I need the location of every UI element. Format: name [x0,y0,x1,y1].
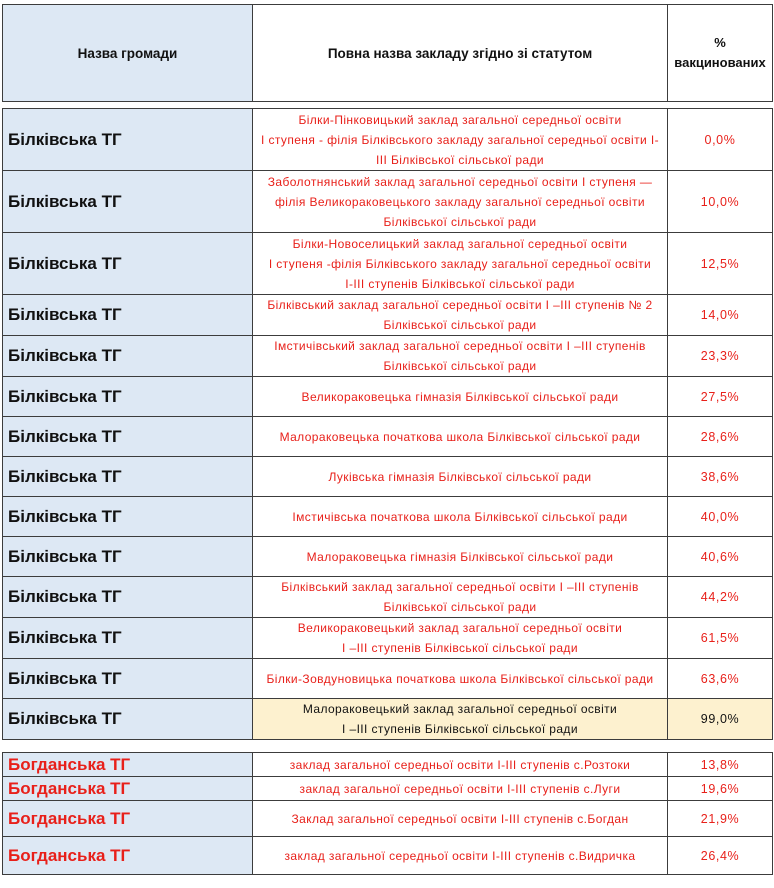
table-row [3,699,773,740]
table-row [3,417,773,457]
institution-name [253,537,668,577]
vaccinated-percent: 13,8% [668,753,773,777]
spacer-row [3,740,773,753]
institution-line: Білківської сільської ради [383,600,537,614]
institution-line: Малораковецька гімназія Білківської сільської ради [306,549,614,564]
institution-line: Луківська гімназія Білківської сільської ради [328,469,592,484]
table-row [3,753,773,777]
vaccinated-percent: 0,0% [668,109,773,171]
institution-line: Великораковецький заклад загальної середньої освіти [297,621,623,635]
institution-line: Білки-Зовдуновицька початкова школа Білківської сільської ради [266,671,654,686]
vaccinated-percent: 23,3% [668,336,773,377]
community-name: Богданська ТГ [3,777,253,801]
table-row [3,801,773,837]
institution-line: Білківської сільської ради [383,214,537,229]
vaccinated-percent: 21,9% [668,801,773,837]
vaccinated-percent: 10,0% [668,171,773,233]
institution-name [253,109,668,171]
table-row [3,377,773,417]
institution-line: Білківський заклад загальної середньої освіти I –III ступенів № 2 [267,298,653,312]
institution-name [253,659,668,699]
vaccinated-percent: 61,5% [668,618,773,659]
community-name: Білківська ТГ [3,457,253,497]
institution-name [253,618,668,659]
header-row [3,5,773,102]
vaccinated-percent: 99,0% [668,699,773,740]
institution-name [253,417,668,457]
institution-line: Малораковецька початкова школа Білківської сільської ради [279,429,641,444]
institution-line: Білківської сільської ради [383,318,537,332]
community-name: Білківська ТГ [3,233,253,295]
community-name: Білківська ТГ [3,295,253,336]
institution-name [253,457,668,497]
vaccinated-percent: 19,6% [668,777,773,801]
table-row [3,537,773,577]
table-row [3,777,773,801]
institution-name [253,699,668,740]
table-row [3,577,773,618]
community-name: Білківська ТГ [3,109,253,171]
table-row [3,171,773,233]
vaccinated-percent: 63,6% [668,659,773,699]
institution-line: I ступеня -філія Білківського закладу загальної середньої освіти [268,256,652,271]
institution-line: Малораковецький заклад загальної середньої освіти [302,702,618,716]
vaccinated-percent: 28,6% [668,417,773,457]
institution-line: Великораковецька гімназія Білківської сільської ради [301,389,619,404]
institution-name [253,377,668,417]
vaccinated-percent: 12,5% [668,233,773,295]
institution-line: I –III ступенів Білківської сільської ради [342,722,578,736]
institution-line: I –III ступенів Білківської сільської ради [342,641,578,655]
table-row [3,837,773,875]
institution-line: Білки-Пінковицький заклад загальної середньої освіти [298,112,622,127]
institution-line: Імстичівський заклад загальної середньої освіти I –III ступенів [274,339,646,353]
community-name: Богданська ТГ [3,801,253,837]
institution-line: Імстичівська початкова школа Білківської сільської ради [292,509,628,524]
institution-name [253,171,668,233]
institution-line: заклад загальної середньої освіти I-III ступенів с.Луги [299,781,621,796]
community-name: Білківська ТГ [3,497,253,537]
institution-name [253,336,668,377]
institution-name [253,777,668,801]
header-percent-label: вакцинованих [674,55,766,70]
table-row [3,336,773,377]
table-row [3,497,773,537]
spacer-cell [3,102,773,109]
header-institution: Повна назва закладу згідно зі статутом [253,5,668,102]
institution-line: III Білківської сільської ради [376,152,544,167]
table-row [3,295,773,336]
institution-line: Заклад загальної середньої освіти I-III ступенів с.Богдан [291,811,629,826]
vaccinated-percent: 40,6% [668,537,773,577]
institution-name [253,837,668,875]
table-row [3,457,773,497]
institution-name [253,295,668,336]
community-name: Білківська ТГ [3,336,253,377]
spacer-cell [3,740,773,753]
institution-line: Білківський заклад загальної середньої освіти I –III ступенів [281,580,639,594]
community-name: Білківська ТГ [3,699,253,740]
institution-line: I-III ступенів Білківської сільської ради [345,276,575,291]
header-community: Назва громади [3,5,253,102]
table-row [3,618,773,659]
vaccinated-percent: 26,4% [668,837,773,875]
vaccinated-percent: 40,0% [668,497,773,537]
institution-line: Білки-Новоселицький заклад загальної середньої освіти [292,236,628,251]
institution-name [253,753,668,777]
community-name: Білківська ТГ [3,417,253,457]
vaccination-table [2,4,773,875]
table-row [3,659,773,699]
community-name: Білківська ТГ [3,618,253,659]
institution-line: філія Великораковецького закладу загальної середньої освіти [275,194,645,209]
table-row [3,109,773,171]
institution-name [253,497,668,537]
institution-line: заклад загальної середньої освіти I-III ступенів с.Видричка [284,848,636,863]
institution-name [253,801,668,837]
institution-line: заклад загальної середньої освіти I-III ступенів с.Розтоки [289,757,631,772]
header-percent-sign: % [714,35,726,50]
header-percent [668,5,773,102]
community-name: Богданська ТГ [3,837,253,875]
institution-name [253,233,668,295]
community-name: Богданська ТГ [3,753,253,777]
spacer-row [3,102,773,109]
vaccinated-percent: 14,0% [668,295,773,336]
vaccinated-percent: 44,2% [668,577,773,618]
institution-line: Білківської сільської ради [383,359,537,373]
institution-line: Заболотнянський заклад загальної середньої освіти I ступеня — [267,174,653,189]
vaccinated-percent: 27,5% [668,377,773,417]
vaccinated-percent: 38,6% [668,457,773,497]
table-row [3,233,773,295]
institution-line: I ступеня - філія Білківського закладу загальної середньої освіти I- [261,132,659,147]
community-name: Білківська ТГ [3,537,253,577]
community-name: Білківська ТГ [3,577,253,618]
community-name: Білківська ТГ [3,171,253,233]
institution-name [253,577,668,618]
community-name: Білківська ТГ [3,659,253,699]
community-name: Білківська ТГ [3,377,253,417]
